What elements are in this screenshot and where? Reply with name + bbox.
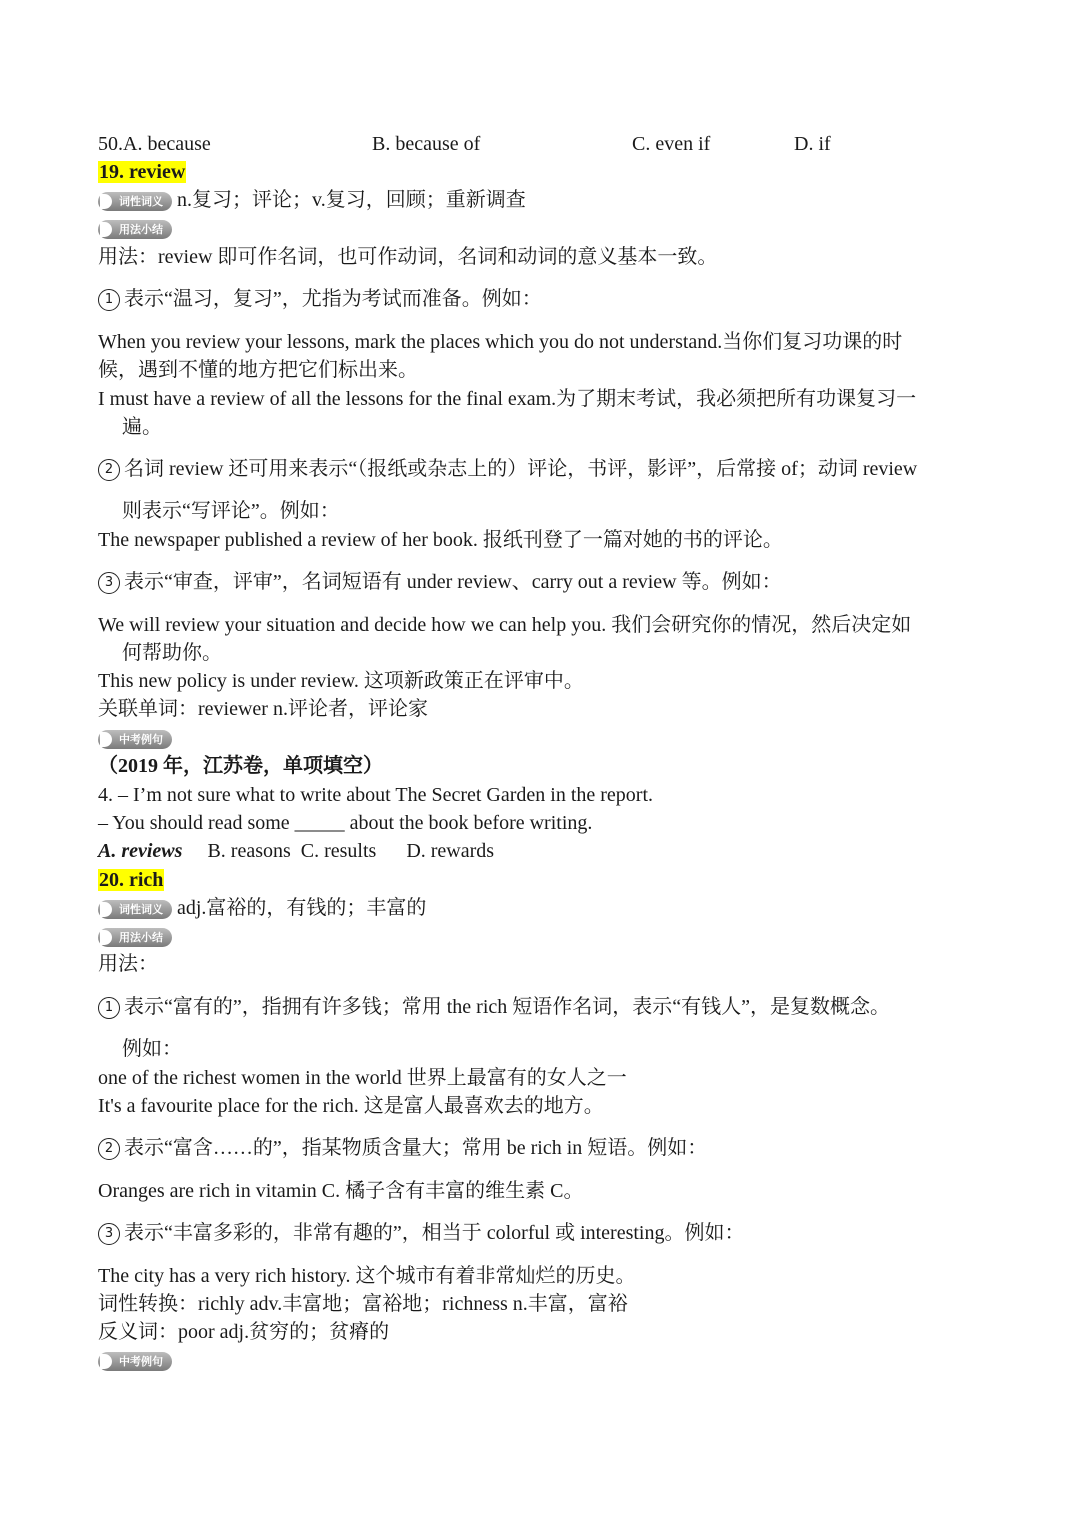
example-line: one of the richest women in the world 世界上最富有的女人之一 [98, 1067, 627, 1089]
badge-meaning: 词性词义 [98, 192, 172, 211]
usage-intro: 用法： [98, 953, 158, 975]
usage-point-1: 1 表示“温习，复习”，尤指为考试而准备。例如： [98, 285, 542, 313]
example-line: It's a favourite place for the rich. 这是富人最喜欢去的地方。 [98, 1095, 604, 1117]
usage-point-3: 3 表示“审查，评审”，名词短语有 under review、carry out a review 等。例如： [98, 568, 782, 596]
related-word: 关联单词：reviewer n.评论者，评论家 [98, 698, 428, 720]
antonym: 反义词：poor adj.贫穷的；贫瘠的 [98, 1321, 390, 1343]
question-50-options [98, 130, 984, 158]
example-line: We will review your situation and decide how we can help you. 我们会研究你的情况，然后决定如 [98, 614, 912, 636]
number-circle: 3 [98, 572, 120, 594]
word-conversion: 词性转换：richly adv.丰富地；富裕地；richness n.丰富，富裕 [98, 1293, 628, 1315]
example-line: This new policy is under review. 这项新政策正在评审中。 [98, 670, 584, 692]
usage-badge-row [98, 214, 172, 242]
example-line: The city has a very rich history. 这个城市有着非常灿烂的历史。 [98, 1265, 636, 1287]
meaning-row [98, 894, 426, 922]
option-b: B. because of [372, 133, 481, 155]
exam-badge-row [98, 1346, 172, 1374]
usage-point-1: 1 表示“富有的”，指拥有许多钱；常用 the rich 短语作名词，表示“有钱人”，是复数概念。 [98, 993, 890, 1021]
number-circle: 1 [98, 997, 120, 1019]
number-circle: 1 [98, 289, 120, 311]
badge-exam: 中考例句 [98, 730, 172, 749]
usage-point-1-cont: 例如： [122, 1038, 182, 1060]
entry-heading-rich: 20. rich [99, 869, 164, 891]
number-circle: 3 [98, 1223, 120, 1245]
usage-badge-row [98, 922, 172, 950]
question-4-line-2: – You should read some _____ about the book before writing. [98, 812, 593, 834]
option-a: 50.A. because [98, 133, 211, 155]
usage-intro: 用法：review 即可作名词，也可作动词，名词和动词的意义基本一致。 [98, 246, 718, 268]
badge-meaning: 词性词义 [98, 900, 172, 919]
meaning-row [98, 186, 526, 214]
example-line: 遍。 [122, 416, 162, 438]
question-4-line-1: 4. – I’m not sure what to write about The Secret Garden in the report. [98, 784, 654, 806]
example-line: 何帮助你。 [122, 642, 222, 664]
question-4-options: A. reviews B. reasons C. results D. rewards [98, 840, 495, 862]
number-circle: 2 [98, 1138, 120, 1160]
example-line: The newspaper published a review of her book. 报纸刊登了一篇对她的书的评论。 [98, 529, 783, 551]
number-circle: 2 [98, 459, 120, 481]
exam-badge-row [98, 724, 172, 752]
example-line: When you review your lessons, mark the places which you do not understand.当你们复习功课的时 [98, 331, 903, 353]
badge-exam: 中考例句 [98, 1352, 172, 1371]
usage-point-3: 3 表示“丰富多彩的，非常有趣的”，相当于 colorful 或 interesting。例如： [98, 1219, 745, 1247]
example-line: Oranges are rich in vitamin C. 橘子含有丰富的维生素 C。 [98, 1180, 584, 1202]
example-line: 候，遇到不懂的地方把它们标出来。 [98, 359, 418, 381]
badge-usage: 用法小结 [98, 928, 172, 947]
option-d: D. if [794, 133, 831, 155]
answer-option: A. reviews [98, 840, 183, 862]
example-line: I must have a review of all the lessons for the final exam.为了期末考试，我必须把所有功课复习一 [98, 388, 917, 410]
badge-usage: 用法小结 [98, 220, 172, 239]
option-c: C. even if [632, 133, 711, 155]
entry-heading-review: 19. review [99, 161, 186, 183]
usage-point-2: 2 名词 review 还可用来表示“（报纸或杂志上的）评论，书评，影评”，后常接 of；动词 review [98, 455, 917, 483]
usage-point-2: 2 表示“富含……的”，指某物质含量大；常用 be rich in 短语。例如： [98, 1134, 707, 1162]
exam-source: （2019 年，江苏卷，单项填空） [98, 755, 383, 777]
meaning-text: n.复习；评论；v.复习，回顾；重新调查 [177, 189, 526, 211]
meaning-text: adj.富裕的，有钱的；丰富的 [177, 897, 427, 919]
usage-point-2-cont: 则表示“写评论”。例如： [122, 500, 340, 522]
